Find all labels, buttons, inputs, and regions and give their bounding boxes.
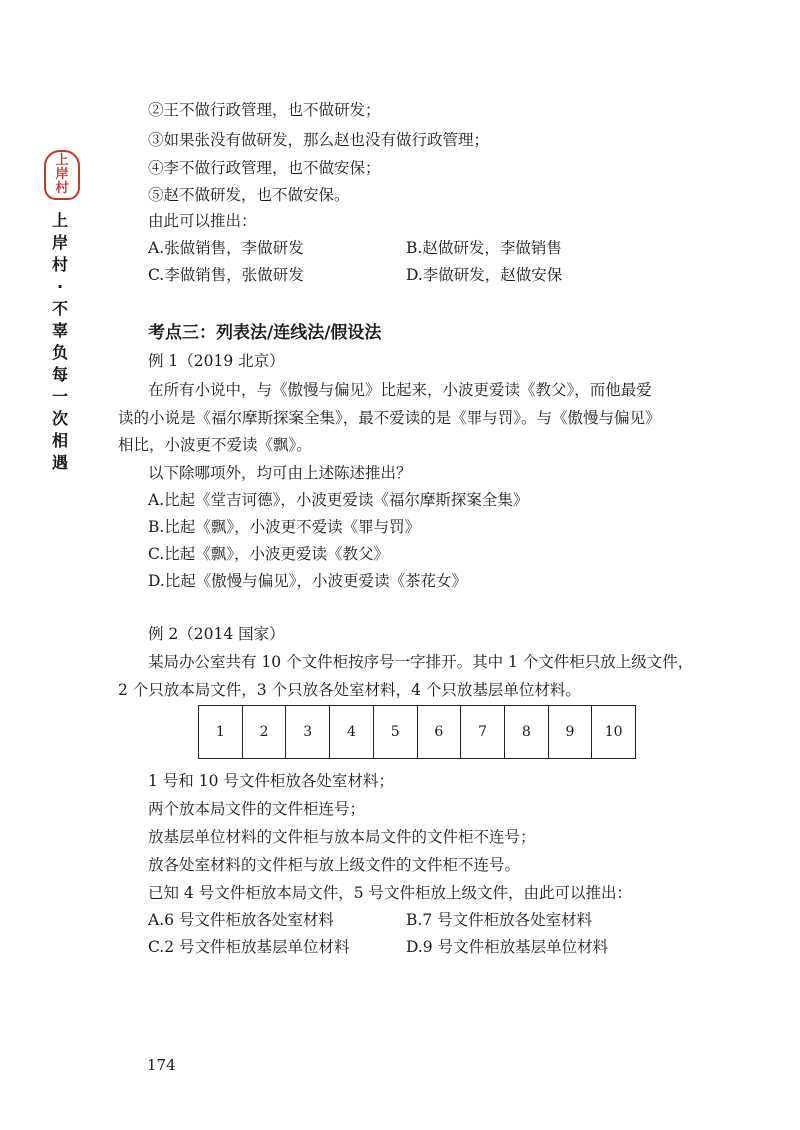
option-b: B.比起《飘》，小波更不爱读《罪与罚》: [148, 518, 421, 536]
cabinet-row: [198, 705, 636, 759]
option-d: D.9 号文件柜放基层单位材料: [406, 938, 609, 956]
cabinet-cell: 5: [374, 706, 418, 758]
cabinet-cell: 8: [505, 706, 549, 758]
body-line: 相比，小波更不爱读《飘》。: [118, 436, 312, 454]
question-prompt: 已知 4 号文件柜放本局文件，5 号文件柜放上级文件，由此可以推出：: [148, 884, 633, 902]
body-line: 2 个只放本局文件，3 个只放各处室材料，4 个只放基层单位材料。: [118, 681, 581, 699]
condition-line: ②王不做行政管理，也不做研发；: [148, 101, 381, 119]
cabinet-cell: 7: [461, 706, 505, 758]
slogan-char: 每: [51, 365, 68, 384]
slogan-char: 负: [51, 343, 68, 362]
option-a: A.比起《堂吉诃德》，小波更爱读《福尔摩斯探案全集》: [148, 491, 529, 509]
slogan-char: 岸: [51, 233, 68, 252]
brand-seal: [44, 150, 80, 200]
option-c: C.李做销售，张做研发: [148, 266, 304, 284]
seal-char: 村: [55, 181, 69, 196]
example-label: 例 2（2014 国家）: [148, 625, 285, 643]
option-a: A.6 号文件柜放各处室材料: [148, 911, 334, 929]
cabinet-cell: 4: [330, 706, 374, 758]
option-a: A.张做销售，李做研发: [148, 239, 304, 257]
slogan-char: 次: [51, 409, 68, 428]
cabinet-cell: 9: [549, 706, 593, 758]
cabinet-cell: 3: [286, 706, 330, 758]
slogan-char: 辜: [51, 321, 68, 340]
slogan-char: 村: [51, 255, 68, 274]
option-b: B.7 号文件柜放各处室材料: [406, 911, 593, 929]
slogan-char: 不: [51, 299, 68, 318]
cabinet-cell: 10: [604, 724, 623, 740]
page-number: 174: [147, 1056, 176, 1074]
condition-line: 放基层单位材料的文件柜与放本局文件的文件柜不连号；: [148, 828, 536, 846]
condition-line: 放各处室材料的文件柜与放上级文件的文件柜不连号。: [148, 856, 521, 874]
question-prompt: 以下除哪项外，均可由上述陈述推出？: [148, 464, 412, 482]
condition-line: ③如果张没有做研发，那么赵也没有做行政管理；: [148, 131, 490, 149]
body-line: 某局办公室共有 10 个文件柜按序号一字排开。其中 1 个文件柜只放上级文件，: [148, 653, 694, 671]
condition-line: ⑤赵不做研发，也不做安保。: [148, 186, 350, 204]
example-label: 例 1（2019 北京）: [148, 352, 285, 370]
option-c: C.2 号文件柜放基层单位材料: [148, 938, 350, 956]
condition-line: ④李不做行政管理，也不做安保；: [148, 159, 381, 177]
slogan-char: ·: [56, 277, 64, 296]
slogan-char: 一: [51, 387, 68, 406]
option-c: C.比起《飘》，小波更爱读《教父》: [148, 545, 389, 563]
option-d: D.李做研发，赵做安保: [406, 266, 563, 284]
option-b: B.赵做研发，李做销售: [406, 239, 562, 257]
section-title: 考点三：列表法/连线法/假设法: [148, 323, 382, 343]
body-line: 在所有小说中，与《傲慢与偏见》比起来，小波更爱读《教父》，而他最爱: [148, 381, 652, 399]
slogan-char: 上: [51, 211, 68, 230]
side-slogan: [49, 210, 71, 474]
body-line: 读的小说是《福尔摩斯探案全集》，最不爱读的是《罪与罚》。与《傲慢与偏见》: [118, 409, 661, 427]
question-prompt: 由此可以推出：: [148, 212, 257, 230]
seal-char: 上: [55, 153, 69, 168]
cabinet-cell: 6: [418, 706, 462, 758]
seal-char: 岸: [55, 167, 69, 182]
cabinet-cell: 2: [243, 706, 287, 758]
option-d: D.比起《傲慢与偏见》，小波更爱读《茶花女》: [148, 572, 468, 590]
slogan-char: 遇: [51, 453, 68, 472]
cabinet-cell: 1: [199, 706, 243, 758]
condition-line: 两个放本局文件的文件柜连号；: [148, 800, 366, 818]
condition-line: 1 号和 10 号文件柜放各处室材料；: [148, 772, 394, 790]
slogan-char: 相: [51, 431, 68, 450]
